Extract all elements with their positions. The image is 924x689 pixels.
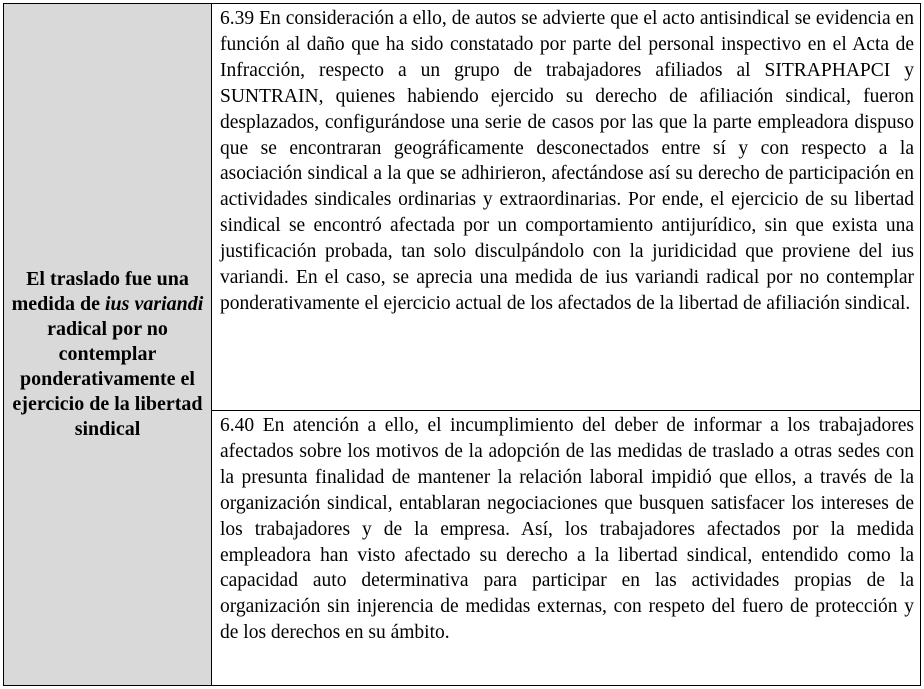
- paragraph-6-40: 6.40 En atención a ello, el incumplimiento del deber de informar a los trabajadores afectados sobre los motivos de la adopción de las medidas de traslado a otras sedes con la presunta finalidad de mantener la relación laboral impidió que ellos, a través de la organización sindical, entablaran negociaciones que busquen satisfacer los intereses de los trabajadores y de la empresa. Así, los trabajadores afectados por la medida empleadora han visto afectado su derecho a la libertad sindical, entendido como la capacidad auto determinativa para participar en las actividades propias de la organización sin injerencia de medidas externas, con respeto del fuero de protección y de los derechos en su ámbito.: [220, 415, 914, 644]
- document-table: [3, 3, 921, 686]
- table-row: [4, 4, 921, 411]
- row-label-italic-term: ius variandi: [104, 293, 204, 315]
- row-label-cell: [4, 4, 212, 686]
- row-label-text-1: El traslado fue una medida de: [11, 268, 189, 315]
- paragraph-cell-6-39: [212, 4, 921, 411]
- paragraph-cell-6-40: [212, 411, 921, 686]
- paragraph-6-39: 6.39 En consideración a ello, de autos se advierte que el acto antisindical se evidencia en función al daño que ha sido constatado por parte del personal inspectivo en el Acta de Infracción, respecto a un grupo de trabajadores afiliados al SITRAPHAPCI y SUNTRAIN, quienes habiendo ejercido su derecho de afiliación sindical, fueron desplazados, configurándose una serie de casos por las que la parte empleadora dispuso que se encontraran geográficamente desconectados entre sí y con respecto a la asociación sindical a la que se adhirieron, afectándose así su derecho de participación en actividades sindicales ordinarias y extraordinarias. Por ende, el ejercicio de su libertad sindical se encontró afectada por un comportamiento antijurídico, sin que exista una justificación probada, tan solo disculpándolo con la juridicidad que proviene del ius variandi. En el caso, se aprecia una medida de ius variandi radical por no contemplar ponderativamente el ejercicio actual de los afectados de la libertad de afiliación sindical.: [220, 8, 914, 314]
- row-label: [4, 267, 211, 442]
- row-label-text-2: radical por no contemplar ponderativamente el ejercicio de la libertad sindical: [12, 318, 203, 440]
